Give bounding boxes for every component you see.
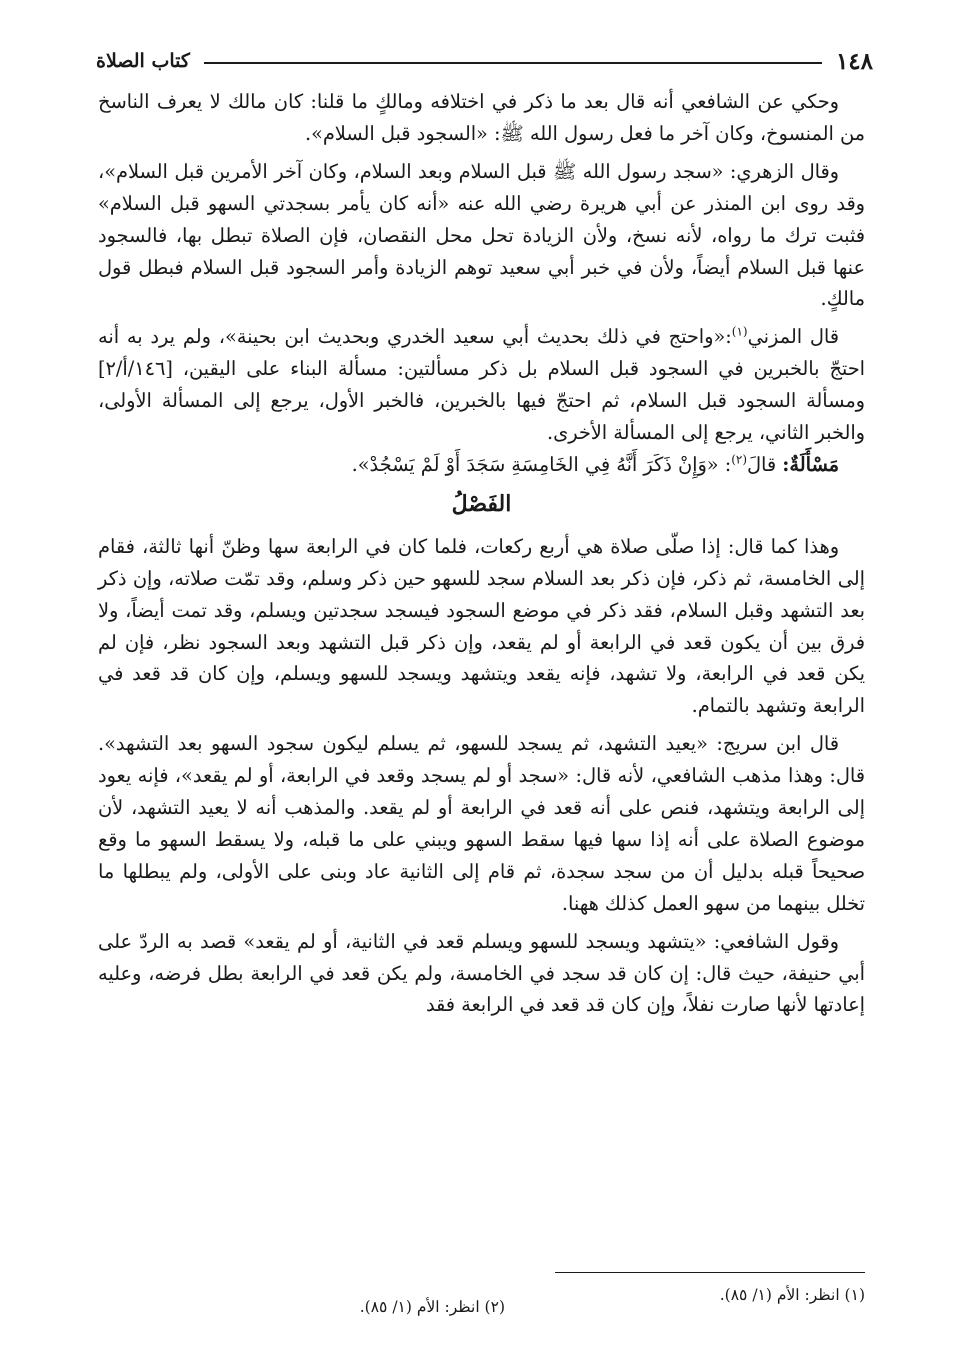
paragraph-shafii-statement: وقول الشافعي: «يتشهد ويسجد للسهو ويسلم قعد في الثانية، أو لم يقعد» قصد به الردّ على أبي حنيفة، حيث قال: إن كان قد سجد في الخامسة، ولم يكن قعد في الرابعة بطل فرضه، وعليه إعادتها لأنها صارت نفلاً، وإن كان قد قعد في الرابعة فقد (98, 929, 865, 1017)
footnote-separator (555, 1272, 865, 1273)
muzani-text: :«واحتج في ذلك بحديث أبي سعيد الخدري وبحديث ابن بحينة»، ولم يرد به أنه احتجّ بالخبرين في السجود قبل السلام بل ذكر مسألتين: مسألة البناء على اليقين، [١٤٦/أ/٢] ومسألة السجود قبل السلام، ثم احتجّ فيها بالخبرين، فالخبر الأول، يرجع إلى المسألة الأولى، والخبر الثاني، يرجع إلى المسألة الأخرى. (98, 325, 865, 445)
page-number: ١٤٨ (835, 47, 873, 75)
running-header (96, 44, 873, 78)
paragraph-ibn-surayj: قال ابن سريج: «يعيد التشهد، ثم يسجد للسهو، ثم يسلم ليكون سجود السهو بعد التشهد». قال: وهذا مذهب الشافعي، لأنه قال: «سجد أو لم يسجد وقعد في الرابعة، أو لم يقعد»، فإنه يعود إلى الرابعة ويتشهد، فنص على أنه قعد في الرابعة أو لم يقعد. والمذهب أنه لا يعيد التشهد، لأن موضوع الصلاة على أنه إذا سها فيها سقط السهو ويبني على ما قبله، ولا يسقط السهو ما وقع صحيحاً قبله بدليل أن من سجد سجدة، ثم قام إلى الثانية عاد وبنى على الأولى، ولم يبطلها ما تخلل بينهما من سهو العمل كذلك ههنا. (98, 732, 865, 915)
paragraph-zuhri: وقال الزهري: «سجد رسول الله ﷺ قبل السلام وبعد السلام، وكان آخر الأمرين قبل السلام»، وقد روى ابن المنذر عن أبي هريرة رضي الله عنه «أنه كان يأمر بسجدتي السهو قبل السلام» فثبت ترك ما رواه، لأنه نسخ، ولأن الزيادة تحل محل النقصان، فإن الصلاة تبطل بها، فالسجود عنها قبل السلام أيضاً، ولأن في خبر أبي سعيد توهم الزيادة وأمر السجود قبل السلام فبطل قول مالكٍ. (98, 159, 865, 311)
paragraph-muzani (98, 321, 865, 449)
masala-lead: قالَ (747, 452, 783, 476)
masala-text: : «وَإِنْ ذَكَرَ أَنَّهُ فِي الخَامِسَةِ سَجَدَ أَوْ لَمْ يَسْجُدْ». (351, 452, 732, 476)
footnote-1: (١) انظر: الأم (١/ ٨٥). (719, 1286, 865, 1304)
paragraph-shafii-malik: وحكي عن الشافعي أنه قال بعد ما ذكر في اختلافه ومالكٍ ما قلنا: كان مالك لا يعرف الناسخ من المنسوخ، وكان آخر ما فعل رسول الله ﷺ: «السجود قبل السلام». (98, 90, 865, 145)
muzani-lead: قال المزني (747, 325, 840, 349)
masala-line (98, 449, 865, 481)
footnotes (98, 1282, 865, 1342)
main-text (98, 86, 865, 1027)
footnote-ref-2: (٢) (731, 452, 748, 467)
footnote-ref-1: (١) (731, 324, 748, 339)
footnote-2: (٢) انظر: الأم (١/ ٨٥). (359, 1298, 505, 1316)
section-heading: الفَصْلُ (451, 490, 512, 517)
header-rule (204, 62, 822, 64)
masala-label: مَسْأَلَةٌ: (782, 452, 839, 476)
paragraph-fifth-rakah: وهذا كما قال: إذا صلّى صلاة هي أربع ركعات، فلما كان في الرابعة سها وظنّ أنها ثالثة، فقام إلى الخامسة، ثم ذكر، فإن ذكر بعد السلام سجد للسهو حين ذكر وسلم، وقد تمّت صلاته، وإن ذكر بعد التشهد وقبل السلام، فقد ذكر في موضع السجود فيسجد سجدتين ويسلم، وقد تمت أيضاً، ولا فرق بين أن يكون قعد في الرابعة أو لم يقعد، وإن ذكر قبل التشهد وبعد السجود نظر، فإن لم يكن قعد في الرابعة، ولا تشهد، فإنه يقعد ويتشهد ويسجد للسهو ويسلم، وإن كان قد قعد في الرابعة وتشهد بالتمام. (98, 534, 865, 718)
book-title: كتاب الصلاة (96, 50, 190, 72)
